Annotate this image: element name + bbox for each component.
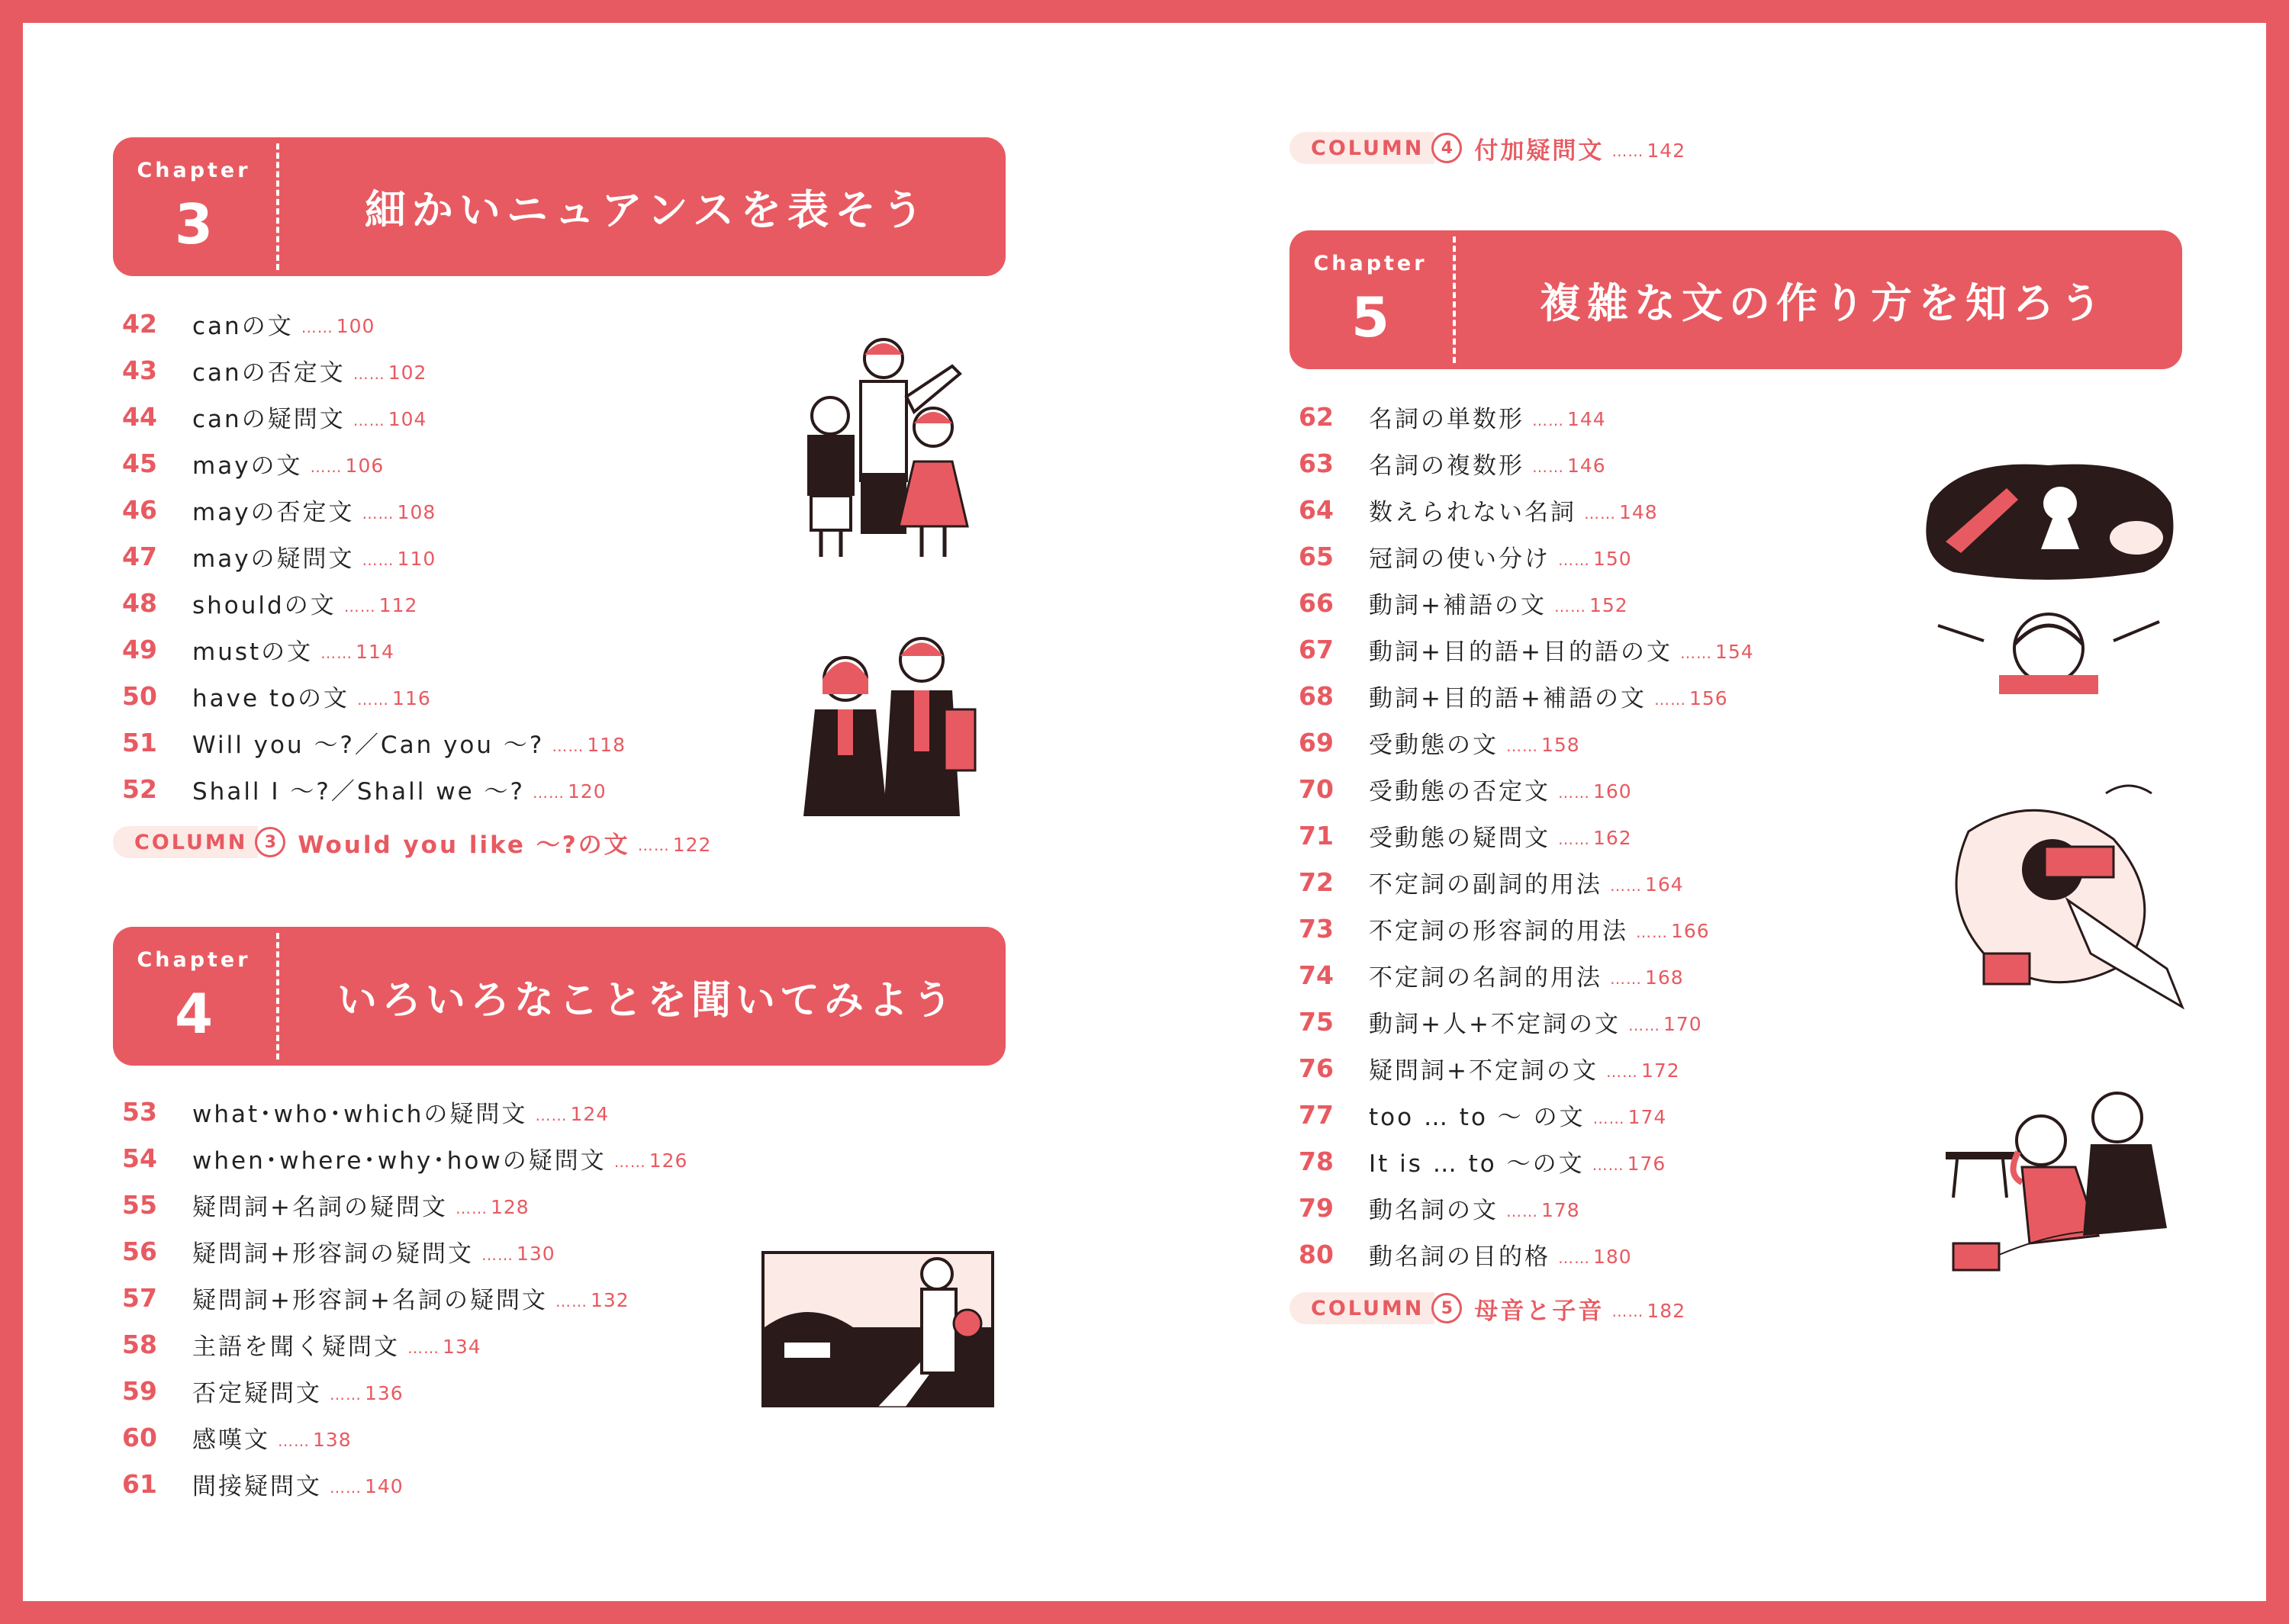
page-number: 112 xyxy=(378,594,418,616)
lesson-title: It is … to ～の文 xyxy=(1369,1150,1585,1178)
toc-item[interactable] xyxy=(113,1321,800,1368)
lesson-number: 45 xyxy=(122,449,157,478)
lesson-title: what･who･whichの疑問文 xyxy=(192,1101,528,1128)
page-number: 146 xyxy=(1567,455,1606,477)
leader-dots: …… xyxy=(362,503,394,523)
page-number: 170 xyxy=(1663,1013,1702,1035)
page-number: 136 xyxy=(365,1382,404,1404)
lesson-number: 77 xyxy=(1299,1100,1334,1130)
chapter-divider xyxy=(276,933,279,1060)
lesson-title: 名詞の複数形 xyxy=(1369,452,1524,480)
sleeping-illustration xyxy=(1938,778,2186,1011)
page-number: 138 xyxy=(313,1429,352,1451)
lesson-title: canの文 xyxy=(192,313,294,340)
chapter-3-list xyxy=(113,301,800,812)
leader-dots: …… xyxy=(1653,690,1686,709)
leader-dots: …… xyxy=(1592,1108,1625,1127)
page-number: 158 xyxy=(1541,734,1580,756)
lesson-number: 42 xyxy=(122,309,157,339)
chapter-label: Chapter xyxy=(1313,252,1428,275)
lesson-number: 79 xyxy=(1299,1193,1334,1223)
lesson-number: 55 xyxy=(122,1190,157,1220)
lesson-title: 不定詞の形容詞的用法 xyxy=(1369,918,1628,945)
page-number: 144 xyxy=(1567,408,1606,430)
lesson-title: 感嘆文 xyxy=(192,1426,270,1454)
page-number: 176 xyxy=(1627,1153,1666,1175)
chapter-4-list xyxy=(113,1089,800,1507)
leader-dots: …… xyxy=(362,550,394,569)
leader-dots: …… xyxy=(1553,597,1586,616)
lesson-number: 59 xyxy=(122,1376,157,1406)
lesson-title: too … to ～ の文 xyxy=(1369,1104,1586,1131)
lesson-number: 76 xyxy=(1299,1053,1334,1083)
lesson-number: 71 xyxy=(1299,821,1334,851)
page-number: 162 xyxy=(1593,827,1632,849)
column-label: COLUMN xyxy=(1289,132,1434,164)
column-number: 4 xyxy=(1431,133,1462,163)
lesson-title: 疑問詞+名詞の疑問文 xyxy=(192,1194,448,1221)
lesson-title: 動詞+補語の文 xyxy=(1369,592,1547,619)
page-number: 166 xyxy=(1671,920,1710,942)
lesson-number: 51 xyxy=(122,728,157,757)
lesson-title: canの否定文 xyxy=(192,359,346,387)
page-number: 150 xyxy=(1593,548,1632,570)
lesson-number: 57 xyxy=(122,1283,157,1313)
leader-dots: …… xyxy=(481,1245,513,1264)
page-number: 180 xyxy=(1593,1246,1632,1268)
lesson-number: 44 xyxy=(122,402,157,432)
page-number: 154 xyxy=(1714,641,1754,663)
lesson-title: 動名詞の目的格 xyxy=(1369,1243,1550,1271)
toc-item[interactable] xyxy=(113,766,800,812)
leader-dots: …… xyxy=(1532,457,1564,476)
column-title: 母音と子音 xyxy=(1474,1297,1605,1325)
leader-dots: …… xyxy=(320,643,353,662)
kids-illustration xyxy=(784,328,983,572)
column-5[interactable] xyxy=(1289,1290,1685,1327)
lesson-title: have toの文 xyxy=(192,685,350,712)
lesson-title: Shall I ～?／Shall we ～? xyxy=(192,778,525,806)
lesson-number: 73 xyxy=(1299,914,1334,944)
toc-item[interactable] xyxy=(113,1228,800,1275)
lesson-number: 80 xyxy=(1299,1240,1334,1269)
leader-dots: …… xyxy=(1679,643,1712,662)
toc-item[interactable] xyxy=(1289,905,1976,952)
leader-dots: …… xyxy=(353,364,385,383)
chapter-number: 4 xyxy=(174,982,214,1046)
column-label: COLUMN xyxy=(113,826,258,858)
toc-item[interactable] xyxy=(113,533,800,580)
page-number: 152 xyxy=(1589,594,1628,616)
leader-dots: …… xyxy=(301,317,333,336)
page-number: 160 xyxy=(1593,780,1632,802)
students-illustration xyxy=(796,625,979,824)
lesson-title: 動詞+目的語+補語の文 xyxy=(1369,685,1647,712)
leader-dots: …… xyxy=(1627,1015,1660,1034)
chapter-title: 複雑な文の作り方を知ろう xyxy=(1540,278,2107,327)
chapter-5-list xyxy=(1289,394,1976,1278)
lesson-number: 48 xyxy=(122,588,157,618)
leader-dots: …… xyxy=(1506,1201,1538,1220)
lesson-number: 78 xyxy=(1299,1146,1334,1176)
lesson-title: shouldの文 xyxy=(192,592,336,619)
toc-item[interactable] xyxy=(1289,1138,1976,1185)
leader-dots: …… xyxy=(535,1105,568,1124)
space-illustration xyxy=(1915,458,2182,694)
page-number: 156 xyxy=(1689,687,1728,709)
toc-item[interactable] xyxy=(1289,859,1976,905)
chapter-title: 細かいニュアンスを表そう xyxy=(364,185,930,234)
toc-item[interactable] xyxy=(1289,673,1976,719)
lesson-number: 66 xyxy=(1299,588,1334,618)
page-number: 128 xyxy=(490,1196,530,1218)
leader-dots: …… xyxy=(1610,876,1642,895)
leader-dots: …… xyxy=(1532,410,1564,429)
toc-item[interactable] xyxy=(113,1368,800,1414)
page-number: 172 xyxy=(1640,1060,1680,1082)
lesson-number: 75 xyxy=(1299,1007,1334,1037)
leader-dots: …… xyxy=(330,1384,362,1404)
toc-item[interactable] xyxy=(113,1275,800,1321)
page-number: 174 xyxy=(1627,1106,1667,1128)
page-number: 108 xyxy=(397,501,436,523)
leader-dots: …… xyxy=(455,1198,488,1217)
lesson-title: 受動態の文 xyxy=(1369,732,1499,759)
toc-item[interactable] xyxy=(1289,999,1976,1045)
lesson-number: 50 xyxy=(122,681,157,711)
toc-item[interactable] xyxy=(113,1414,800,1461)
lesson-title: Will you ～?／Can you ～? xyxy=(192,732,545,759)
column-title: Would you like ～?の文 xyxy=(298,831,630,859)
lesson-number: 63 xyxy=(1299,449,1334,478)
leader-dots: …… xyxy=(1636,922,1668,941)
page-number: 114 xyxy=(356,641,394,663)
lesson-number: 52 xyxy=(122,774,157,804)
toc-item[interactable] xyxy=(1289,440,1976,487)
leader-dots: …… xyxy=(343,597,376,616)
page-number: 132 xyxy=(590,1289,629,1311)
lesson-title: 疑問詞+形容詞+名詞の疑問文 xyxy=(192,1287,548,1314)
column-4[interactable] xyxy=(1289,130,1685,166)
lesson-number: 58 xyxy=(122,1330,157,1359)
lesson-number: 62 xyxy=(1299,402,1334,432)
toc-item[interactable] xyxy=(1289,812,1976,859)
chapter-divider xyxy=(1453,236,1456,363)
lesson-number: 61 xyxy=(122,1469,157,1499)
lesson-number: 54 xyxy=(122,1143,157,1173)
lesson-title: 否定疑問文 xyxy=(192,1380,322,1407)
lesson-number: 60 xyxy=(122,1423,157,1452)
lesson-title: 不定詞の副詞的用法 xyxy=(1369,871,1602,899)
page-number: 120 xyxy=(568,780,607,802)
toc-item[interactable] xyxy=(113,301,800,347)
lesson-number: 65 xyxy=(1299,542,1334,571)
column-number: 3 xyxy=(255,827,285,857)
leader-dots: …… xyxy=(407,1338,439,1357)
toc-item[interactable] xyxy=(113,626,800,673)
chapter-divider xyxy=(276,143,279,270)
toc-item[interactable] xyxy=(1289,719,1976,766)
chapter-label: Chapter xyxy=(137,159,251,182)
chapter-5-header xyxy=(1289,230,2182,369)
toc-item[interactable] xyxy=(113,487,800,533)
lesson-title: 疑問詞+形容詞の疑問文 xyxy=(192,1240,474,1268)
page-number: 104 xyxy=(388,408,427,430)
toc-item[interactable] xyxy=(113,1182,800,1228)
leader-dots: …… xyxy=(1605,1062,1638,1081)
leader-dots: …… xyxy=(533,783,565,802)
chapter-number: 5 xyxy=(1351,285,1390,349)
toc-spread xyxy=(23,23,2266,1601)
leader-dots: …… xyxy=(330,1478,362,1497)
lesson-number: 56 xyxy=(122,1236,157,1266)
lesson-number: 43 xyxy=(122,355,157,385)
lesson-title: mustの文 xyxy=(192,638,314,666)
toc-item[interactable] xyxy=(1289,394,1976,440)
toc-item[interactable] xyxy=(1289,1231,1976,1278)
lesson-title: when･where･why･howの疑問文 xyxy=(192,1147,607,1175)
toc-item[interactable] xyxy=(113,394,800,440)
column-label: COLUMN xyxy=(1289,1292,1434,1324)
lesson-title: 不定詞の名詞的用法 xyxy=(1369,964,1602,992)
lesson-title: mayの疑問文 xyxy=(192,545,355,573)
lesson-title: 間接疑問文 xyxy=(192,1473,322,1500)
lesson-title: canの疑問文 xyxy=(192,406,346,433)
chapter-3-header xyxy=(113,137,1006,276)
lesson-title: 受動態の疑問文 xyxy=(1369,825,1550,852)
lesson-number: 68 xyxy=(1299,681,1334,711)
toc-item[interactable] xyxy=(1289,1045,1976,1092)
lesson-number: 72 xyxy=(1299,867,1334,897)
toc-item[interactable] xyxy=(113,347,800,394)
page-number: 164 xyxy=(1645,873,1684,896)
leader-dots: …… xyxy=(1592,1155,1624,1174)
leader-dots: …… xyxy=(1558,1248,1590,1267)
leader-dots: …… xyxy=(555,1291,588,1310)
leader-dots: …… xyxy=(1506,736,1538,755)
page-number: 142 xyxy=(1647,139,1686,162)
chapter-label: Chapter xyxy=(137,948,251,972)
page-number: 100 xyxy=(336,315,375,337)
page-number: 182 xyxy=(1647,1299,1686,1322)
leader-dots: …… xyxy=(1558,783,1590,802)
column-title: 付加疑問文 xyxy=(1474,137,1605,165)
leader-dots: …… xyxy=(1558,829,1590,848)
page-number: 118 xyxy=(587,734,626,756)
lesson-number: 70 xyxy=(1299,774,1334,804)
toc-item[interactable] xyxy=(1289,1092,1976,1138)
lesson-number: 64 xyxy=(1299,495,1334,525)
column-number: 5 xyxy=(1431,1293,1462,1323)
page-number: 102 xyxy=(388,362,427,384)
lesson-title: 名詞の単数形 xyxy=(1369,406,1524,433)
lesson-number: 47 xyxy=(122,542,157,571)
toc-item[interactable] xyxy=(113,673,800,719)
lesson-number: 74 xyxy=(1299,960,1334,990)
page-number: 134 xyxy=(443,1336,481,1358)
leader-dots: …… xyxy=(637,836,670,854)
lesson-title: 動詞+人+不定詞の文 xyxy=(1369,1011,1621,1038)
toc-item[interactable] xyxy=(1289,1185,1976,1231)
leader-dots: …… xyxy=(1584,503,1616,523)
toc-item[interactable] xyxy=(1289,580,1976,626)
toc-item[interactable] xyxy=(113,1089,800,1135)
lesson-number: 69 xyxy=(1299,728,1334,757)
chapter-title: いろいろなことを聞いてみよう xyxy=(336,977,957,1024)
leader-dots: …… xyxy=(1611,142,1644,160)
lesson-title: 動名詞の文 xyxy=(1369,1197,1499,1224)
leader-dots: …… xyxy=(552,736,584,755)
chapter-4-header xyxy=(113,927,1006,1066)
toc-item[interactable] xyxy=(1289,626,1976,673)
column-3[interactable] xyxy=(113,824,711,860)
lesson-number: 53 xyxy=(122,1097,157,1127)
page-number: 148 xyxy=(1619,501,1658,523)
leader-dots: …… xyxy=(1610,969,1642,988)
page-number: 122 xyxy=(672,833,712,856)
leader-dots: …… xyxy=(357,690,390,709)
lesson-title: 冠詞の使い分け xyxy=(1369,545,1550,573)
leader-dots: …… xyxy=(353,410,385,429)
telephone-illustration xyxy=(1930,1083,2186,1282)
page-number: 124 xyxy=(570,1103,610,1125)
lesson-title: mayの文 xyxy=(192,452,303,480)
lesson-title: 動詞+目的語+目的語の文 xyxy=(1369,638,1672,666)
toc-item[interactable] xyxy=(1289,533,1976,580)
leader-dots: …… xyxy=(1611,1302,1644,1320)
leader-dots: …… xyxy=(613,1152,646,1171)
toc-item[interactable] xyxy=(1289,487,1976,533)
lesson-title: mayの否定文 xyxy=(192,499,355,526)
page-number: 126 xyxy=(649,1150,688,1172)
ferry-illustration xyxy=(761,1251,994,1407)
page-number: 130 xyxy=(516,1243,555,1265)
lesson-number: 49 xyxy=(122,635,157,664)
page-number: 110 xyxy=(397,548,436,570)
lesson-title: 疑問詞+不定詞の文 xyxy=(1369,1057,1598,1085)
lesson-title: 受動態の否定文 xyxy=(1369,778,1550,806)
page-number: 140 xyxy=(365,1475,404,1497)
lesson-number: 67 xyxy=(1299,635,1334,664)
page-number: 116 xyxy=(392,687,431,709)
leader-dots: …… xyxy=(310,457,343,476)
toc-item[interactable] xyxy=(113,440,800,487)
page-number: 106 xyxy=(345,455,385,477)
toc-item[interactable] xyxy=(113,1135,800,1182)
page-number: 178 xyxy=(1541,1199,1580,1221)
toc-item[interactable] xyxy=(113,580,800,626)
toc-item[interactable] xyxy=(1289,766,1976,812)
toc-item[interactable] xyxy=(113,719,800,766)
lesson-number: 46 xyxy=(122,495,157,525)
chapter-number: 3 xyxy=(174,192,214,256)
lesson-title: 数えられない名詞 xyxy=(1369,499,1576,526)
page-number: 168 xyxy=(1645,966,1684,989)
lesson-title: 主語を聞く疑問文 xyxy=(192,1333,400,1361)
leader-dots: …… xyxy=(1558,550,1590,569)
toc-item[interactable] xyxy=(1289,952,1976,999)
leader-dots: …… xyxy=(278,1431,310,1450)
toc-item[interactable] xyxy=(113,1461,800,1507)
